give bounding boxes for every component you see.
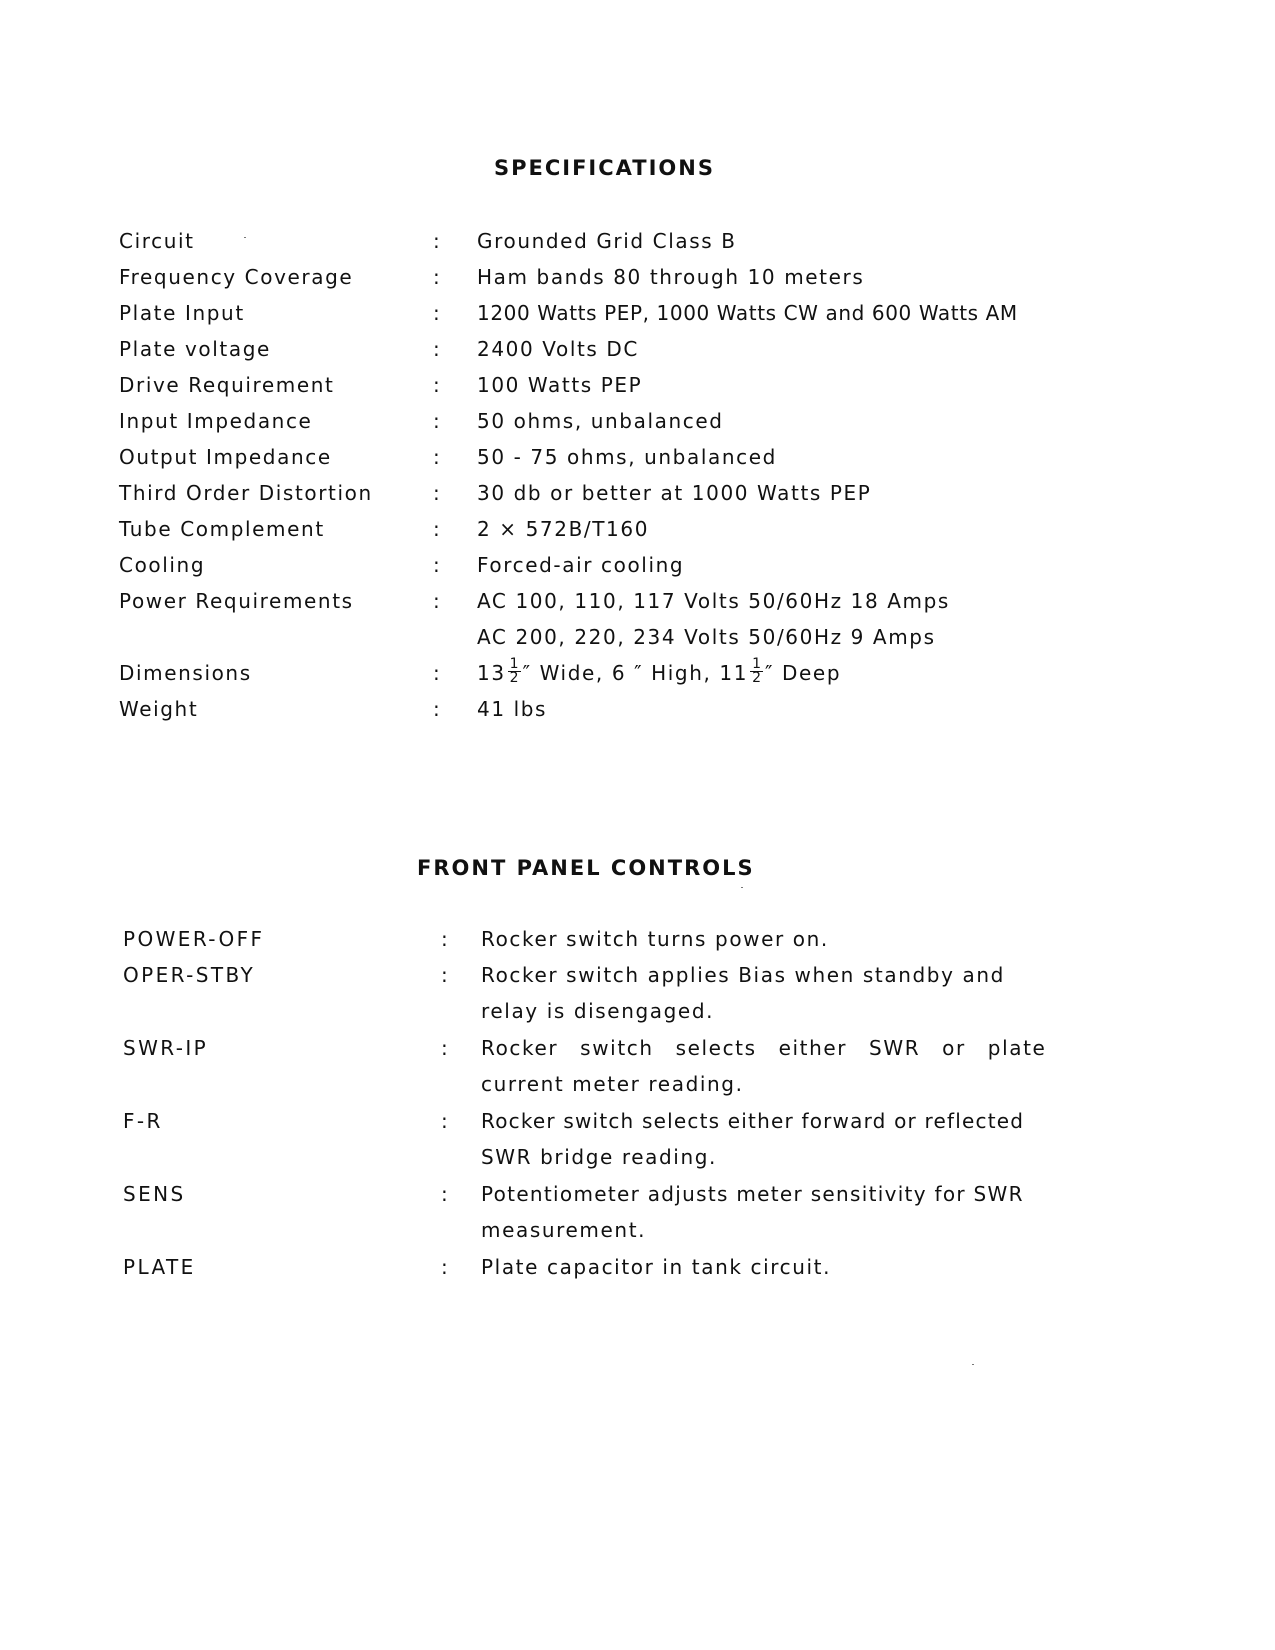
spec-row	[0, 301, 1275, 337]
fraction-half	[508, 658, 521, 685]
spec-value: 50 - 75 ohms, unbalanced	[477, 445, 777, 469]
spec-value: 2400 Volts DC	[477, 337, 639, 361]
fraction-denominator: 2	[752, 670, 761, 686]
spec-row	[0, 229, 1275, 265]
spec-label: Circuit	[119, 229, 195, 253]
control-label: POWER-OFF	[123, 927, 265, 951]
fraction-numerator: 1	[752, 656, 761, 672]
control-row-continuation	[0, 1145, 1275, 1181]
control-label: OPER-STBY	[123, 963, 256, 987]
dimension-depth-text: ″ Deep	[764, 661, 842, 685]
control-row	[0, 1109, 1275, 1145]
spec-row	[0, 373, 1275, 409]
spec-separator: :	[433, 661, 442, 685]
control-description: Rocker switch selects either SWR or plate	[481, 1036, 1047, 1060]
spec-row	[0, 589, 1275, 625]
spec-value: 1200 Watts PEP, 1000 Watts CW and 600 Watts AM	[477, 301, 1018, 325]
control-separator: :	[441, 1109, 450, 1133]
spec-label: Third Order Distortion	[119, 481, 373, 505]
spec-value: AC 100, 110, 117 Volts 50/60Hz 18 Amps	[477, 589, 950, 613]
spec-label: Input Impedance	[119, 409, 313, 433]
spec-label: Output Impedance	[119, 445, 332, 469]
spec-row	[0, 697, 1275, 733]
fraction-denominator: 2	[509, 670, 519, 686]
scan-speck	[244, 237, 246, 238]
spec-separator: :	[433, 265, 442, 289]
spec-value: 2 × 572B/T160	[477, 517, 650, 541]
spec-separator: :	[433, 445, 442, 469]
spec-separator: :	[433, 517, 442, 541]
spec-separator: :	[433, 229, 442, 253]
dimensions-value	[477, 656, 842, 688]
control-row-continuation	[0, 1072, 1275, 1108]
spec-separator: :	[433, 481, 442, 505]
spec-row	[0, 445, 1275, 481]
control-description: Rocker switch selects either forward or reflected	[481, 1109, 1025, 1133]
spec-row	[0, 409, 1275, 445]
control-separator: :	[441, 1255, 450, 1279]
spec-value: Grounded Grid Class B	[477, 229, 737, 253]
scan-speck	[972, 1364, 974, 1365]
control-description: Rocker switch turns power on.	[481, 927, 829, 951]
spec-separator: :	[433, 301, 442, 325]
spec-separator: :	[433, 337, 442, 361]
spec-label: Dimensions	[119, 661, 252, 685]
control-description: Potentiometer adjusts meter sensitivity for SWR	[481, 1182, 1024, 1206]
control-description: current meter reading.	[481, 1072, 744, 1096]
control-separator: :	[441, 1036, 450, 1060]
control-row	[0, 963, 1275, 999]
spec-separator: :	[433, 409, 442, 433]
spec-value: 41 lbs	[477, 697, 548, 721]
spec-label: Plate Input	[119, 301, 245, 325]
front-panel-title: FRONT PANEL CONTROLS	[417, 856, 755, 880]
fraction-half	[750, 658, 763, 685]
control-row	[0, 1036, 1275, 1072]
spec-label: Plate voltage	[119, 337, 271, 361]
spec-value: 30 db or better at 1000 Watts PEP	[477, 481, 872, 505]
spec-separator: :	[433, 697, 442, 721]
control-label: SWR-IP	[123, 1036, 209, 1060]
control-description: Plate capacitor in tank circuit.	[481, 1255, 832, 1279]
spec-separator: :	[433, 373, 442, 397]
spec-row	[0, 625, 1275, 661]
control-separator: :	[441, 1182, 450, 1206]
control-row-continuation	[0, 999, 1275, 1035]
spec-label: Drive Requirement	[119, 373, 335, 397]
control-label: F-R	[123, 1109, 163, 1133]
spec-label: Weight	[119, 697, 199, 721]
control-description: SWR bridge reading.	[481, 1145, 717, 1169]
spec-value: AC 200, 220, 234 Volts 50/60Hz 9 Amps	[477, 625, 936, 649]
control-label: SENS	[123, 1182, 186, 1206]
dimension-width-whole: 13	[477, 661, 506, 685]
spec-value: Forced-air cooling	[477, 553, 685, 577]
control-row-continuation	[0, 1218, 1275, 1254]
spec-row-dimensions	[0, 656, 1275, 697]
control-description: Rocker switch applies Bias when standby and	[481, 963, 1005, 987]
spec-row	[0, 265, 1275, 301]
spec-value: 50 ohms, unbalanced	[477, 409, 724, 433]
specifications-title: SPECIFICATIONS	[494, 156, 715, 180]
spec-label: Tube Complement	[119, 517, 325, 541]
spec-label: Power Requirements	[119, 589, 354, 613]
fraction-numerator: 1	[509, 656, 519, 672]
control-row	[0, 1182, 1275, 1218]
dimension-width-height-text: ″ Wide, 6 ″ High, 11	[522, 661, 749, 685]
spec-separator: :	[433, 553, 442, 577]
control-description: measurement.	[481, 1218, 647, 1242]
control-row	[0, 927, 1275, 963]
spec-label: Cooling	[119, 553, 206, 577]
spec-value: 100 Watts PEP	[477, 373, 643, 397]
control-description: relay is disengaged.	[481, 999, 715, 1023]
spec-row	[0, 517, 1275, 553]
spec-value: Ham bands 80 through 10 meters	[477, 265, 865, 289]
spec-row	[0, 481, 1275, 517]
spec-row	[0, 553, 1275, 589]
spec-separator: :	[433, 589, 442, 613]
control-row	[0, 1255, 1275, 1291]
control-label: PLATE	[123, 1255, 196, 1279]
spec-row	[0, 337, 1275, 373]
spec-label: Frequency Coverage	[119, 265, 354, 289]
control-separator: :	[441, 963, 450, 987]
scan-speck	[741, 887, 743, 888]
control-separator: :	[441, 927, 450, 951]
